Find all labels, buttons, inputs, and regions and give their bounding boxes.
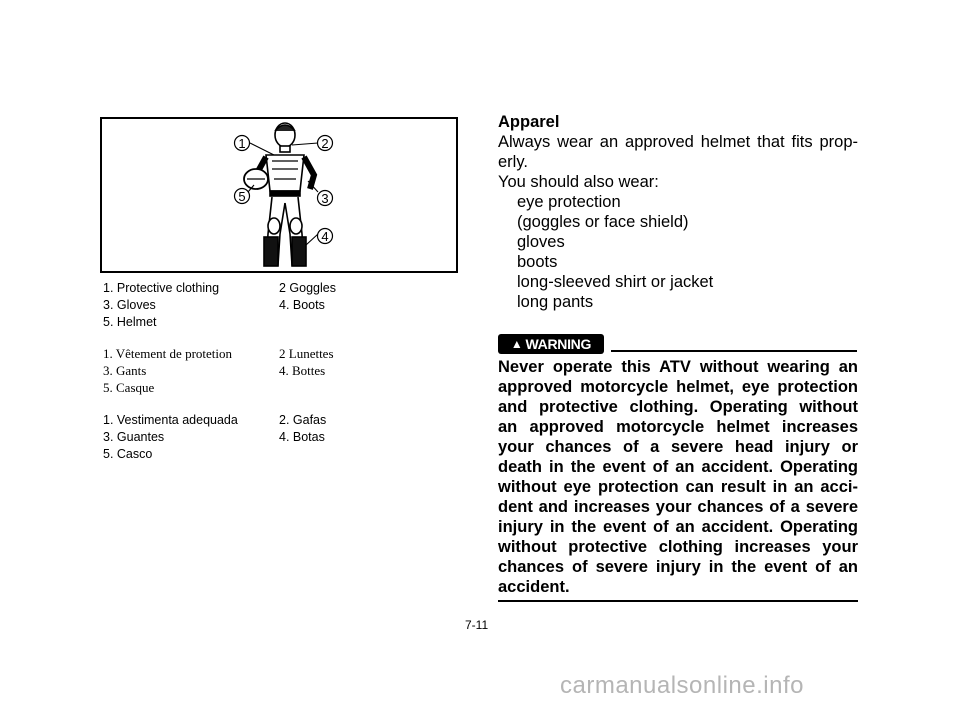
legend-item: 4. Bottes [279,363,326,378]
legend-row [103,412,326,429]
list-item: boots [517,253,558,271]
warning-line: your chances of a severe head injury or [498,438,858,456]
legend-english [103,280,336,331]
intro-line: erly. [498,153,528,171]
bottom-divider [498,600,858,602]
legend-french [103,345,334,396]
warning-icon: ▲ [510,337,523,351]
legend-item: 2. Gafas [279,413,327,427]
legend-item: 3. Guantes [103,430,165,444]
list-item: gloves [517,233,565,251]
legend-row [103,280,336,297]
warning-text [498,357,858,597]
legend-spanish [103,412,326,463]
legend-item: 5. Casco [103,447,153,461]
warning-line: without eye protection can result in an acci- [498,478,858,496]
legend-row [103,446,326,463]
callout-4: 4 [321,229,329,244]
legend-row [103,297,336,314]
warning-divider [611,350,857,352]
legend-item: 1. Vêtement de protetion [103,346,233,361]
warning-line: without protective clothing increases your [498,538,858,556]
warning-line: injury in the event of an accident. Operating [498,518,858,536]
section-heading: Apparel [498,113,560,131]
legend-item: 3. Gloves [103,298,156,312]
warning-line: dent and increases your chances of a severe [498,498,858,516]
apparel-section [498,112,858,312]
legend-row [103,314,336,331]
warning-line: and protective clothing. Operating without [498,398,858,416]
list-item: long pants [517,293,594,311]
page-number: 7-11 [465,618,489,632]
list-item: (goggles or face shield) [517,213,689,231]
apparel-illustration [100,117,458,273]
warning-line: an approved motorcycle helmet increases [498,418,858,436]
callout-2: 2 [321,136,329,151]
list-item: eye protection [517,193,621,211]
warning-label: WARNING [525,336,592,352]
watermark: carmanualsonline.info [560,672,804,699]
warning-line: death in the event of an accident. Operating [498,458,858,476]
warning-badge [498,334,604,354]
warning-line: approved motorcycle helmet, eye protection [498,378,858,396]
legend-row [103,362,334,379]
intro-line: Always wear an approved helmet that fits prop- [498,133,858,151]
legend-item: 4. Boots [279,298,325,312]
callout-5: 5 [238,189,246,204]
legend-item: 5. Casque [103,380,155,395]
legend-row [103,379,334,396]
legend-item: 4. Botas [279,430,325,444]
legend-item: 2 Goggles [279,281,336,295]
warning-line: accident. [498,578,570,596]
callout-1: 1 [238,136,246,151]
legend-row [103,345,334,362]
legend-item: 5. Helmet [103,315,157,329]
legend-item: 1. Protective clothing [103,281,220,295]
legend-item: 2 Lunettes [279,346,334,361]
warning-line: chances of severe injury in the event of an [498,558,858,576]
rider-figure [102,119,456,271]
legend-item: 1. Vestimenta adequada [103,413,238,427]
legend-item: 3. Gants [103,363,147,378]
warning-line: Never operate this ATV without wearing an [498,358,858,376]
callout-3: 3 [321,191,329,206]
list-item: long-sleeved shirt or jacket [517,273,714,291]
also-wear-line: You should also wear: [498,173,659,191]
legend-row [103,429,326,446]
